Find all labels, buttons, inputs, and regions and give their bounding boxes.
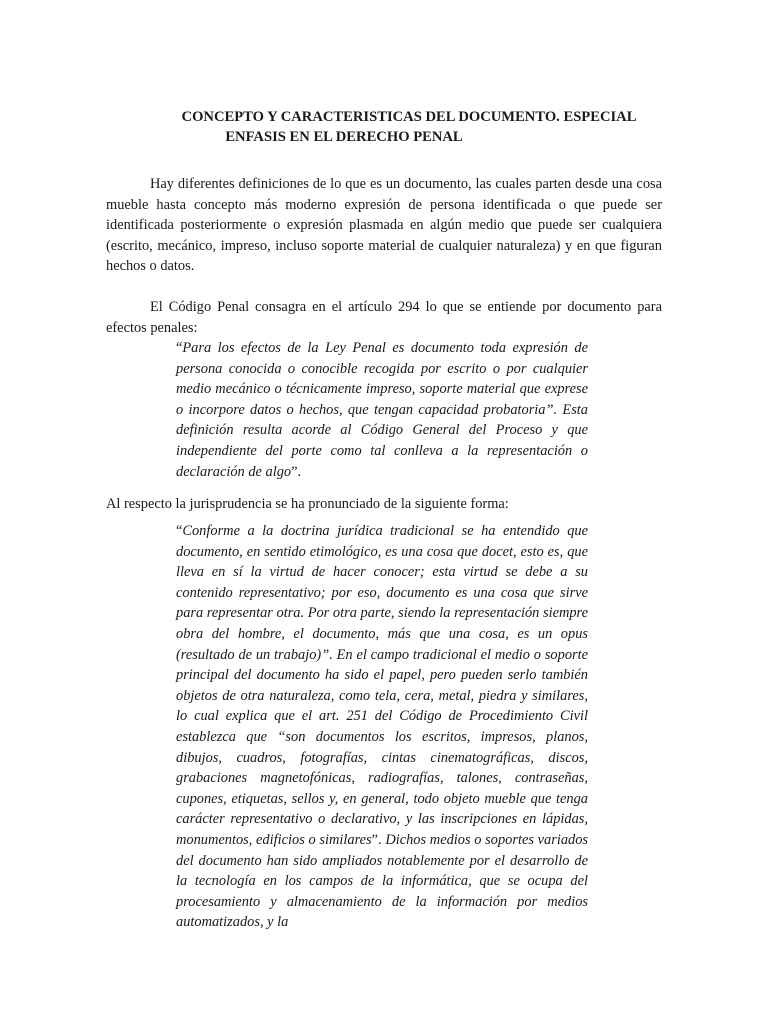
quote-jurisprudencia-tail: Dichos medios o soportes variados del documento han sido ampliados notablemente por el desarrollo de la tecnología en los campos de la informática, que se ocupa del procesamiento y almacenamiento de la información por medios automatizados, y la [176,831,588,931]
quote-jurisprudencia [176,521,588,933]
quote-jurisprudencia-text: Conforme a la doctrina jurídica tradicional se ha entendido que documento, en sentido etimológico, es una cosa que docet, esto es, que lleva en sí la virtud de hacer conocer; esta virtud se debe a su contenido representativo; por eso, documento es una cosa que sirve para representar otra. Por otra parte, siendo la representación siempre obra del hombre, el documento, más que una cosa, es un opus (resultado de un trabajo)”. En el campo tradicional el medio o soporte principal del documento ha sido el papel, pero pueden serlo también objetos de otra naturaleza, como tela, cera, metal, piedra y similares, lo cual explica que el art. 251 del Código de Procedimiento Civil establezca que “son documentos los escritos, impresos, planos, dibujos, cuadros, fotografías, cintas cinematográficas, discos, grabaciones magnetofónicas, radiografías, talones, contraseñas, cupones, etiquetas, sellos y, en general, todo objeto mueble que tenga carácter representativo o declarativo, y las inscripciones en lápidas, monumentos, edificios o similares [176,523,588,848]
quote-open-mark: “ [176,340,183,356]
paragraph-jurisprudencia: Al respecto la jurisprudencia se ha pronunciado de la siguiente forma: [106,496,509,512]
title-line-2: ENFASIS EN EL DERECHO PENAL [225,129,463,145]
quote-open-mark: “ [176,523,183,539]
paragraph-codigo-penal [106,297,662,338]
paragraph-codigo-penal-text: El Código Penal consagra en el artículo 294 lo que se entiende por documento para efectos penales: [106,299,662,336]
title-line-1: CONCEPTO Y CARACTERISTICAS DEL DOCUMENTO. ESPECIAL [181,109,637,125]
quote-close-mark: ”. [371,831,382,848]
quote-codigo-penal-text: Para los efectos de la Ley Penal es documento toda expresión de persona conocida o conocible recogida por escrito o por cualquier medio mecánico o técnicamente impreso, soporte material que exprese o incorpore datos o hechos, que tengan capacidad probatoria”. Esta definición resulta acorde al Código General del Proceso y que independiente del porte como tal conlleva a la representación o declaración de algo [176,340,588,480]
paragraph-definitions [106,174,662,277]
quote-codigo-penal [176,338,588,482]
quote-close-mark: ”. [291,463,302,480]
paragraph-definitions-text: Hay diferentes definiciones de lo que es un documento, las cuales parten desde una cosa mueble hasta concepto más moderno expresión de persona identificada o que puede ser identificada posteriormente o expresión plasmada en algún medio que puede ser cualquiera (escrito, mecánico, impreso, incluso soporte material de cualquier naturaleza) y en que figuran hechos o datos. [106,176,662,275]
document-title [106,107,662,147]
